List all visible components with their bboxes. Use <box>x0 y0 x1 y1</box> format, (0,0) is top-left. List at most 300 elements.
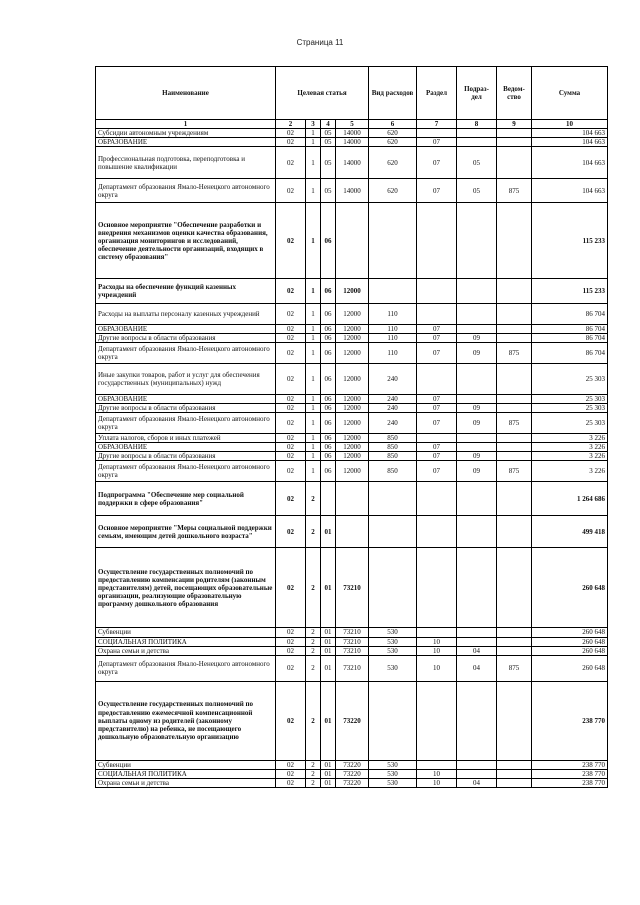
sum-cell: 86 704 <box>532 334 608 343</box>
row-name-cell: Охрана семьи и детства <box>96 646 276 655</box>
table-row <box>96 364 608 395</box>
direction-code-cell: 14000 <box>336 179 369 203</box>
measure-code-cell: 06 <box>321 203 336 279</box>
direction-code-cell: 14000 <box>336 138 369 147</box>
subprogram-code-cell: 2 <box>306 548 321 628</box>
direction-code-cell: 12000 <box>336 304 369 325</box>
department-cell: 875 <box>497 461 532 482</box>
section-cell <box>417 548 457 628</box>
direction-code-cell: 12000 <box>336 443 369 452</box>
row-name-cell: СОЦИАЛЬНАЯ ПОЛИТИКА <box>96 637 276 646</box>
expense-type-cell <box>369 548 417 628</box>
subsection-cell <box>457 395 497 404</box>
measure-code-cell: 06 <box>321 325 336 334</box>
table-row <box>96 404 608 413</box>
department-cell <box>497 516 532 548</box>
department-cell <box>497 548 532 628</box>
sum-cell: 3 226 <box>532 461 608 482</box>
program-code-cell: 02 <box>276 760 306 769</box>
section-cell <box>417 482 457 516</box>
direction-code-cell: 12000 <box>336 325 369 334</box>
department-cell <box>497 482 532 516</box>
expense-type-cell: 110 <box>369 325 417 334</box>
subsection-cell: 09 <box>457 461 497 482</box>
sum-cell: 3 226 <box>532 443 608 452</box>
table-body <box>96 129 608 788</box>
sum-cell: 86 704 <box>532 343 608 364</box>
subsection-cell <box>457 548 497 628</box>
measure-code-cell: 01 <box>321 646 336 655</box>
row-name-cell: Расходы на обеспечение функций казенных учреждений <box>96 279 276 304</box>
subprogram-code-cell: 1 <box>306 434 321 443</box>
row-name-cell: Другие вопросы в области образования <box>96 404 276 413</box>
sum-cell: 86 704 <box>532 325 608 334</box>
program-code-cell: 02 <box>276 516 306 548</box>
expense-type-cell: 850 <box>369 443 417 452</box>
row-name-cell: Профессиональная подготовка, переподготовка и повышение квалификации <box>96 147 276 179</box>
subsection-cell <box>457 279 497 304</box>
table-row <box>96 681 608 760</box>
subsection-cell <box>457 325 497 334</box>
subprogram-code-cell: 2 <box>306 637 321 646</box>
program-code-cell: 02 <box>276 138 306 147</box>
subprogram-code-cell: 1 <box>306 203 321 279</box>
program-code-cell: 02 <box>276 279 306 304</box>
section-cell: 07 <box>417 334 457 343</box>
measure-code-cell: 01 <box>321 516 336 548</box>
measure-code-cell: 01 <box>321 769 336 778</box>
measure-code-cell: 06 <box>321 279 336 304</box>
direction-code-cell: 14000 <box>336 129 369 138</box>
row-name-cell: ОБРАЗОВАНИЕ <box>96 138 276 147</box>
direction-code-cell: 73210 <box>336 646 369 655</box>
column-number: 6 <box>369 120 417 129</box>
row-name-cell: Субвенции <box>96 760 276 769</box>
expense-type-cell: 110 <box>369 304 417 325</box>
direction-code-cell: 14000 <box>336 147 369 179</box>
department-cell: 875 <box>497 413 532 434</box>
expense-type-cell <box>369 516 417 548</box>
subprogram-code-cell: 2 <box>306 646 321 655</box>
sum-cell: 238 770 <box>532 769 608 778</box>
section-cell <box>417 364 457 395</box>
program-code-cell: 02 <box>276 434 306 443</box>
row-name-cell: ОБРАЗОВАНИЕ <box>96 443 276 452</box>
direction-code-cell: 12000 <box>336 413 369 434</box>
table-row <box>96 203 608 279</box>
section-cell: 10 <box>417 646 457 655</box>
column-number: 8 <box>457 120 497 129</box>
department-cell <box>497 304 532 325</box>
column-number: 10 <box>532 120 608 129</box>
header-department: Ведом-ство <box>497 67 532 120</box>
program-code-cell: 02 <box>276 646 306 655</box>
measure-code-cell: 06 <box>321 304 336 325</box>
table-row <box>96 413 608 434</box>
row-name-cell: ОБРАЗОВАНИЕ <box>96 395 276 404</box>
department-cell <box>497 325 532 334</box>
table-row <box>96 129 608 138</box>
department-cell: 875 <box>497 343 532 364</box>
program-code-cell: 02 <box>276 304 306 325</box>
subprogram-code-cell: 1 <box>306 404 321 413</box>
subsection-cell <box>457 516 497 548</box>
section-cell: 10 <box>417 769 457 778</box>
subprogram-code-cell: 1 <box>306 461 321 482</box>
program-code-cell: 02 <box>276 769 306 778</box>
subprogram-code-cell: 2 <box>306 482 321 516</box>
expense-type-cell: 240 <box>369 413 417 434</box>
table-row <box>96 395 608 404</box>
expense-type-cell: 850 <box>369 434 417 443</box>
column-number: 4 <box>321 120 336 129</box>
table-header-row <box>96 67 608 120</box>
program-code-cell: 02 <box>276 404 306 413</box>
page-number: Страница 11 <box>296 38 344 47</box>
section-cell: 07 <box>417 413 457 434</box>
program-code-cell: 02 <box>276 628 306 637</box>
department-cell <box>497 404 532 413</box>
subsection-cell: 09 <box>457 343 497 364</box>
direction-code-cell: 73220 <box>336 778 369 787</box>
measure-code-cell: 06 <box>321 413 336 434</box>
subprogram-code-cell: 2 <box>306 760 321 769</box>
subprogram-code-cell: 1 <box>306 179 321 203</box>
sum-cell: 260 648 <box>532 646 608 655</box>
subprogram-code-cell: 2 <box>306 516 321 548</box>
subprogram-code-cell: 1 <box>306 413 321 434</box>
table-row <box>96 482 608 516</box>
sum-cell: 260 648 <box>532 548 608 628</box>
sum-cell: 499 418 <box>532 516 608 548</box>
direction-code-cell: 73220 <box>336 760 369 769</box>
section-cell: 07 <box>417 443 457 452</box>
measure-code-cell: 05 <box>321 138 336 147</box>
row-name-cell: Охрана семьи и детства <box>96 778 276 787</box>
table-row <box>96 343 608 364</box>
expense-type-cell: 850 <box>369 461 417 482</box>
row-name-cell: Подпрограмма "Обеспечение мер социальной поддержки в сфере образования" <box>96 482 276 516</box>
measure-code-cell: 05 <box>321 147 336 179</box>
sum-cell: 104 663 <box>532 138 608 147</box>
expense-type-cell: 620 <box>369 129 417 138</box>
header-expense-type: Вид расходов <box>369 67 417 120</box>
subsection-cell <box>457 628 497 637</box>
sum-cell: 25 303 <box>532 364 608 395</box>
sum-cell: 260 648 <box>532 637 608 646</box>
section-cell: 07 <box>417 395 457 404</box>
row-name-cell: СОЦИАЛЬНАЯ ПОЛИТИКА <box>96 769 276 778</box>
measure-code-cell: 06 <box>321 364 336 395</box>
program-code-cell: 02 <box>276 482 306 516</box>
direction-code-cell: 12000 <box>336 279 369 304</box>
table-row <box>96 778 608 787</box>
direction-code-cell: 12000 <box>336 452 369 461</box>
row-name-cell: Иные закупки товаров, работ и услуг для обеспечения государственных (муниципальных) нужд <box>96 364 276 395</box>
subprogram-code-cell: 1 <box>306 343 321 364</box>
subprogram-code-cell: 1 <box>306 364 321 395</box>
table-row <box>96 461 608 482</box>
budget-table <box>95 66 608 788</box>
expense-type-cell: 620 <box>369 138 417 147</box>
measure-code-cell: 01 <box>321 548 336 628</box>
sum-cell: 260 648 <box>532 655 608 681</box>
expense-type-cell <box>369 482 417 516</box>
department-cell <box>497 203 532 279</box>
subsection-cell <box>457 434 497 443</box>
direction-code-cell: 12000 <box>336 434 369 443</box>
header-subsection: Подраз-дел <box>457 67 497 120</box>
subprogram-code-cell: 2 <box>306 681 321 760</box>
section-cell: 07 <box>417 461 457 482</box>
department-cell <box>497 364 532 395</box>
section-cell <box>417 203 457 279</box>
program-code-cell: 02 <box>276 395 306 404</box>
program-code-cell: 02 <box>276 443 306 452</box>
direction-code-cell: 12000 <box>336 461 369 482</box>
direction-code-cell: 73210 <box>336 655 369 681</box>
measure-code-cell: 01 <box>321 778 336 787</box>
expense-type-cell: 110 <box>369 343 417 364</box>
table-row <box>96 325 608 334</box>
row-name-cell: Департамент образования Ямало-Ненецкого автономного округа <box>96 343 276 364</box>
subsection-cell <box>457 129 497 138</box>
direction-code-cell <box>336 482 369 516</box>
sum-cell: 104 663 <box>532 147 608 179</box>
section-cell: 07 <box>417 179 457 203</box>
table-row <box>96 147 608 179</box>
measure-code-cell: 01 <box>321 760 336 769</box>
subprogram-code-cell: 1 <box>306 129 321 138</box>
sum-cell: 115 233 <box>532 279 608 304</box>
column-number-row <box>96 120 608 129</box>
program-code-cell: 02 <box>276 548 306 628</box>
subprogram-code-cell: 1 <box>306 279 321 304</box>
expense-type-cell <box>369 681 417 760</box>
row-name-cell: Департамент образования Ямало-Ненецкого автономного округа <box>96 413 276 434</box>
subsection-cell: 09 <box>457 413 497 434</box>
subsection-cell <box>457 769 497 778</box>
program-code-cell: 02 <box>276 129 306 138</box>
sum-cell: 260 648 <box>532 628 608 637</box>
subsection-cell: 04 <box>457 655 497 681</box>
table-row <box>96 334 608 343</box>
department-cell <box>497 637 532 646</box>
subprogram-code-cell: 2 <box>306 628 321 637</box>
sum-cell: 104 663 <box>532 129 608 138</box>
table-row <box>96 760 608 769</box>
expense-type-cell: 530 <box>369 628 417 637</box>
row-name-cell: Департамент образования Ямало-Ненецкого автономного округа <box>96 179 276 203</box>
table-row <box>96 138 608 147</box>
direction-code-cell: 73220 <box>336 769 369 778</box>
row-name-cell: Субсидии автономным учреждениям <box>96 129 276 138</box>
section-cell: 10 <box>417 778 457 787</box>
subsection-cell <box>457 681 497 760</box>
measure-code-cell <box>321 482 336 516</box>
program-code-cell: 02 <box>276 147 306 179</box>
subprogram-code-cell: 2 <box>306 769 321 778</box>
section-cell <box>417 681 457 760</box>
measure-code-cell: 06 <box>321 343 336 364</box>
subsection-cell: 09 <box>457 334 497 343</box>
subsection-cell <box>457 304 497 325</box>
direction-code-cell: 73210 <box>336 628 369 637</box>
section-cell: 07 <box>417 147 457 179</box>
sum-cell: 86 704 <box>532 304 608 325</box>
direction-code-cell <box>336 203 369 279</box>
subsection-cell <box>457 637 497 646</box>
department-cell <box>497 395 532 404</box>
section-cell <box>417 628 457 637</box>
subsection-cell: 09 <box>457 452 497 461</box>
subsection-cell <box>457 443 497 452</box>
direction-code-cell: 12000 <box>336 343 369 364</box>
sum-cell: 238 770 <box>532 760 608 769</box>
section-cell <box>417 760 457 769</box>
row-name-cell: Уплата налогов, сборов и иных платежей <box>96 434 276 443</box>
table-row <box>96 434 608 443</box>
program-code-cell: 02 <box>276 334 306 343</box>
subsection-cell: 04 <box>457 778 497 787</box>
subprogram-code-cell: 1 <box>306 334 321 343</box>
sum-cell: 238 770 <box>532 778 608 787</box>
subprogram-code-cell: 1 <box>306 304 321 325</box>
measure-code-cell: 06 <box>321 334 336 343</box>
subprogram-code-cell: 1 <box>306 325 321 334</box>
measure-code-cell: 06 <box>321 461 336 482</box>
sum-cell: 3 226 <box>532 434 608 443</box>
measure-code-cell: 06 <box>321 404 336 413</box>
subsection-cell <box>457 203 497 279</box>
column-number: 5 <box>336 120 369 129</box>
expense-type-cell <box>369 203 417 279</box>
program-code-cell: 02 <box>276 325 306 334</box>
expense-type-cell: 530 <box>369 637 417 646</box>
expense-type-cell: 240 <box>369 404 417 413</box>
expense-type-cell: 530 <box>369 769 417 778</box>
section-cell: 07 <box>417 404 457 413</box>
table-row <box>96 452 608 461</box>
department-cell <box>497 646 532 655</box>
section-cell: 10 <box>417 655 457 681</box>
subsection-cell: 05 <box>457 147 497 179</box>
subprogram-code-cell: 1 <box>306 147 321 179</box>
expense-type-cell: 530 <box>369 778 417 787</box>
program-code-cell: 02 <box>276 778 306 787</box>
department-cell <box>497 452 532 461</box>
measure-code-cell: 01 <box>321 628 336 637</box>
column-number: 7 <box>417 120 457 129</box>
header-sum: Сумма <box>532 67 608 120</box>
sum-cell: 104 663 <box>532 179 608 203</box>
measure-code-cell: 06 <box>321 452 336 461</box>
row-name-cell: Другие вопросы в области образования <box>96 452 276 461</box>
sum-cell: 115 233 <box>532 203 608 279</box>
expense-type-cell: 110 <box>369 334 417 343</box>
subprogram-code-cell: 1 <box>306 443 321 452</box>
measure-code-cell: 01 <box>321 637 336 646</box>
subsection-cell <box>457 138 497 147</box>
sum-cell: 1 264 686 <box>532 482 608 516</box>
program-code-cell: 02 <box>276 655 306 681</box>
row-name-cell: Основное мероприятие "Меры социальной поддержки семьям, имеющим детей дошкольного возраста" <box>96 516 276 548</box>
expense-type-cell: 620 <box>369 179 417 203</box>
table-row <box>96 628 608 637</box>
table-row <box>96 769 608 778</box>
sum-cell: 25 303 <box>532 413 608 434</box>
table-row <box>96 304 608 325</box>
department-cell <box>497 434 532 443</box>
section-cell <box>417 304 457 325</box>
expense-type-cell: 240 <box>369 395 417 404</box>
section-cell <box>417 129 457 138</box>
header-target-article: Целевая статья <box>276 67 369 120</box>
program-code-cell: 02 <box>276 637 306 646</box>
row-name-cell: ОБРАЗОВАНИЕ <box>96 325 276 334</box>
section-cell <box>417 434 457 443</box>
department-cell <box>497 147 532 179</box>
row-name-cell: Департамент образования Ямало-Ненецкого автономного округа <box>96 655 276 681</box>
program-code-cell: 02 <box>276 413 306 434</box>
direction-code-cell: 12000 <box>336 395 369 404</box>
department-cell: 875 <box>497 179 532 203</box>
sum-cell: 238 770 <box>532 681 608 760</box>
subprogram-code-cell: 1 <box>306 452 321 461</box>
sum-cell: 3 226 <box>532 452 608 461</box>
section-cell: 07 <box>417 325 457 334</box>
program-code-cell: 02 <box>276 179 306 203</box>
row-name-cell: Департамент образования Ямало-Ненецкого автономного округа <box>96 461 276 482</box>
program-code-cell: 02 <box>276 681 306 760</box>
expense-type-cell <box>369 279 417 304</box>
table-row <box>96 179 608 203</box>
column-number: 2 <box>276 120 306 129</box>
department-cell <box>497 760 532 769</box>
sum-cell: 25 303 <box>532 395 608 404</box>
department-cell <box>497 778 532 787</box>
section-cell: 10 <box>417 637 457 646</box>
table-row <box>96 443 608 452</box>
department-cell <box>497 334 532 343</box>
direction-code-cell: 73220 <box>336 681 369 760</box>
expense-type-cell: 530 <box>369 655 417 681</box>
measure-code-cell: 05 <box>321 179 336 203</box>
header-section: Раздел <box>417 67 457 120</box>
section-cell: 07 <box>417 343 457 364</box>
table-row <box>96 548 608 628</box>
subsection-cell: 09 <box>457 404 497 413</box>
department-cell: 875 <box>497 655 532 681</box>
expense-type-cell: 530 <box>369 646 417 655</box>
expense-type-cell: 530 <box>369 760 417 769</box>
row-name-cell: Другие вопросы в области образования <box>96 334 276 343</box>
subsection-cell: 05 <box>457 179 497 203</box>
measure-code-cell: 06 <box>321 434 336 443</box>
table-row <box>96 655 608 681</box>
column-number: 9 <box>497 120 532 129</box>
subprogram-code-cell: 2 <box>306 655 321 681</box>
department-cell <box>497 129 532 138</box>
column-number: 3 <box>306 120 321 129</box>
row-name-cell: Основное мероприятие "Обеспечение разработки и внедрения механизмов оценки качества образования, организация мониторингов и исследований, обеспечение деятельности организаций, входящих в систему образования" <box>96 203 276 279</box>
program-code-cell: 02 <box>276 343 306 364</box>
row-name-cell: Осуществление государственных полномочий по предоставлению компенсации родителям (законным представителям) детей, посещающих образовательные организации, реализующие образовательную программу дошкольного образования <box>96 548 276 628</box>
measure-code-cell: 06 <box>321 395 336 404</box>
section-cell: 07 <box>417 452 457 461</box>
section-cell <box>417 516 457 548</box>
subsection-cell <box>457 482 497 516</box>
